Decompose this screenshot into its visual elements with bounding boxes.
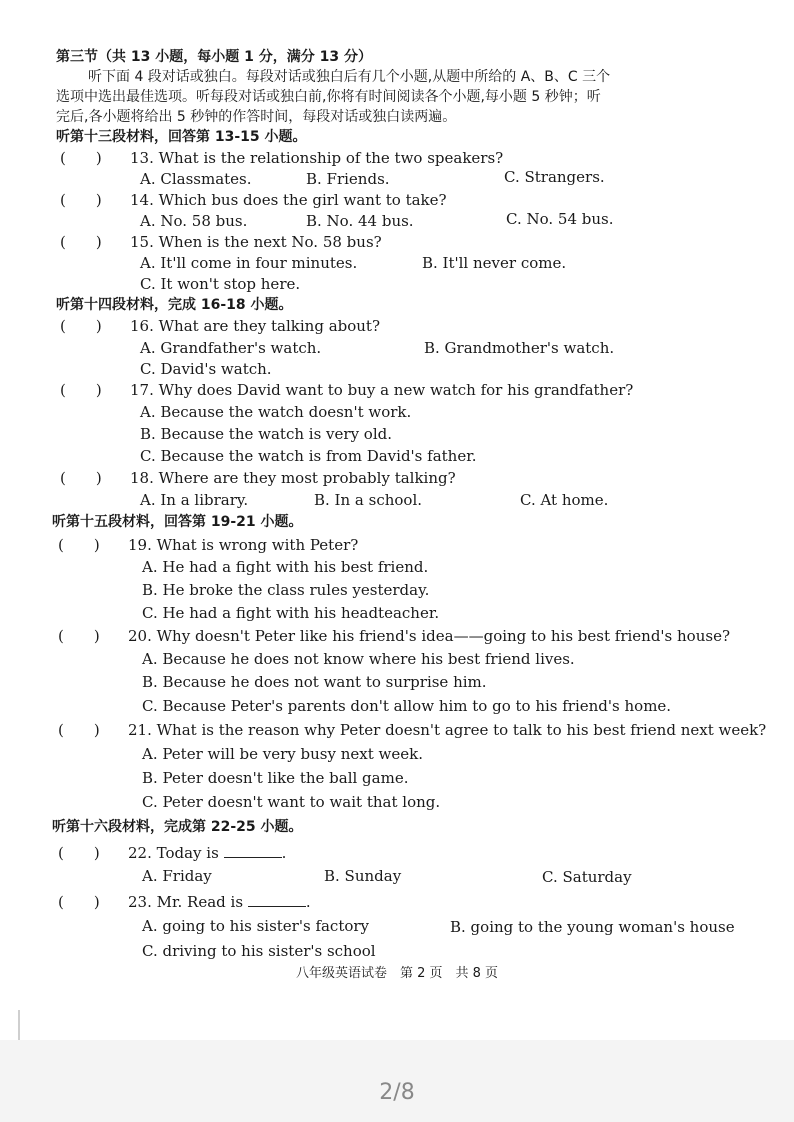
group-title-15: 听第十五段材料，回答第 19-21 小题。 [52,514,303,530]
option-17-b: B. Because the watch is very old. [140,425,393,443]
option-20-b: B. Because he does not want to surprise him. [142,673,487,691]
answer-bracket[interactable]: ( ) [60,381,102,399]
option-18-b: B. In a school. [314,491,423,509]
option-15-b: B. It'll never come. [422,254,567,272]
group-title-16: 听第十六段材料，完成第 22-25 小题。 [52,819,303,835]
option-13-b: B. Friends. [306,170,390,188]
question-21 [58,721,766,739]
option-17-a: A. Because the watch doesn't work. [140,403,412,421]
option-15-a: A. It'll come in four minutes. [140,254,358,272]
option-23-b: B. going to the young woman's house [450,918,735,936]
question-13 [60,149,503,167]
instructions-line-1: 听下面 4 段对话或独白。每段对话或独白后有几个小题,从题中所给的 A、B、C 三个 [88,69,611,85]
option-22-b: B. Sunday [324,867,402,885]
answer-blank[interactable] [248,892,306,907]
question-text: 22. Today is [128,844,219,862]
option-16-c: C. David's watch. [140,360,272,378]
question-text: 16. What are they talking about? [130,317,380,335]
option-13-a: A. Classmates. [140,170,252,188]
question-17 [60,381,633,399]
option-23-c: C. driving to his sister's school [142,942,376,960]
instructions-line-3: 完后,各小题将给出 5 秒钟的作答时间，每段对话或独白读两遍。 [56,109,457,125]
option-21-b: B. Peter doesn't like the ball game. [142,769,409,787]
answer-bracket[interactable]: ( ) [58,721,100,739]
answer-bracket[interactable]: ( ) [60,317,102,335]
option-22-a: A. Friday [142,867,212,885]
option-22-c: C. Saturday [542,868,632,886]
page-footer: 八年级英语试卷 第 2 页 共 8 页 [295,966,499,981]
section-heading: 第三节（共 13 小题，每小题 1 分，满分 13 分） [56,49,372,65]
answer-bracket[interactable]: ( ) [60,191,102,209]
option-19-b: B. He broke the class rules yesterday. [142,581,430,599]
option-19-a: A. He had a fight with his best friend. [142,558,429,576]
question-19 [58,536,358,554]
option-18-a: A. In a library. [140,491,249,509]
question-text: 18. Where are they most probably talking? [130,469,456,487]
option-20-c: C. Because Peter's parents don't allow him to go to his friend's home. [142,697,672,715]
option-21-a: A. Peter will be very busy next week. [142,745,423,763]
question-15 [60,233,382,251]
question-23: ( ) 23. Mr. Read is . [58,893,311,911]
question-text: 21. What is the reason why Peter doesn't agree to talk to his best friend next week? [128,721,767,739]
answer-blank[interactable] [224,843,282,858]
option-14-c: C. No. 54 bus. [506,210,614,228]
option-18-c: C. At home. [520,491,609,509]
answer-bracket[interactable]: ( ) [60,233,102,251]
instructions-line-2: 选项中选出最佳选项。听每段对话或独白前,你将有时间阅读各个小题,每小题 5 秒钟；听 [56,89,601,105]
page-indicator: 2/8 [379,1080,415,1105]
question-text: 14. Which bus does the girl want to take? [130,191,447,209]
question-text: 15. When is the next No. 58 bus? [130,233,382,251]
answer-bracket[interactable]: ( ) [58,536,100,554]
question-text: 17. Why does David want to buy a new watch for his grandfather? [130,381,634,399]
option-14-a: A. No. 58 bus. [140,212,248,230]
option-14-b: B. No. 44 bus. [306,212,414,230]
answer-bracket[interactable]: ( ) [58,844,100,862]
option-23-a: A. going to his sister's factory [142,917,370,935]
answer-bracket[interactable]: ( ) [58,627,100,645]
option-16-a: A. Grandfather's watch. [140,339,322,357]
option-17-c: C. Because the watch is from David's father. [140,447,477,465]
question-text: 23. Mr. Read is [128,893,244,911]
answer-bracket[interactable]: ( ) [60,469,102,487]
question-text: 20. Why doesn't Peter like his friend's idea——going to his best friend's house? [128,627,730,645]
question-16 [60,317,380,335]
question-text: 19. What is wrong with Peter? [128,536,359,554]
option-13-c: C. Strangers. [504,168,605,186]
question-18 [60,469,456,487]
question-text: 13. What is the relationship of the two speakers? [130,149,504,167]
option-19-c: C. He had a fight with his headteacher. [142,604,440,622]
option-16-b: B. Grandmother's watch. [424,339,615,357]
option-20-a: A. Because he does not know where his best friend lives. [142,650,575,668]
option-15-c: C. It won't stop here. [140,275,301,293]
group-title-13: 听第十三段材料，回答第 13-15 小题。 [56,129,307,145]
answer-bracket[interactable]: ( ) [60,149,102,167]
question-14 [60,191,447,209]
group-title-14: 听第十四段材料，完成 16-18 小题。 [56,297,293,313]
option-21-c: C. Peter doesn't want to wait that long. [142,793,441,811]
question-20 [58,627,730,645]
scan-edge-mark [18,1010,20,1040]
question-22: ( ) 22. Today is . [58,844,287,862]
answer-bracket[interactable]: ( ) [58,893,100,911]
